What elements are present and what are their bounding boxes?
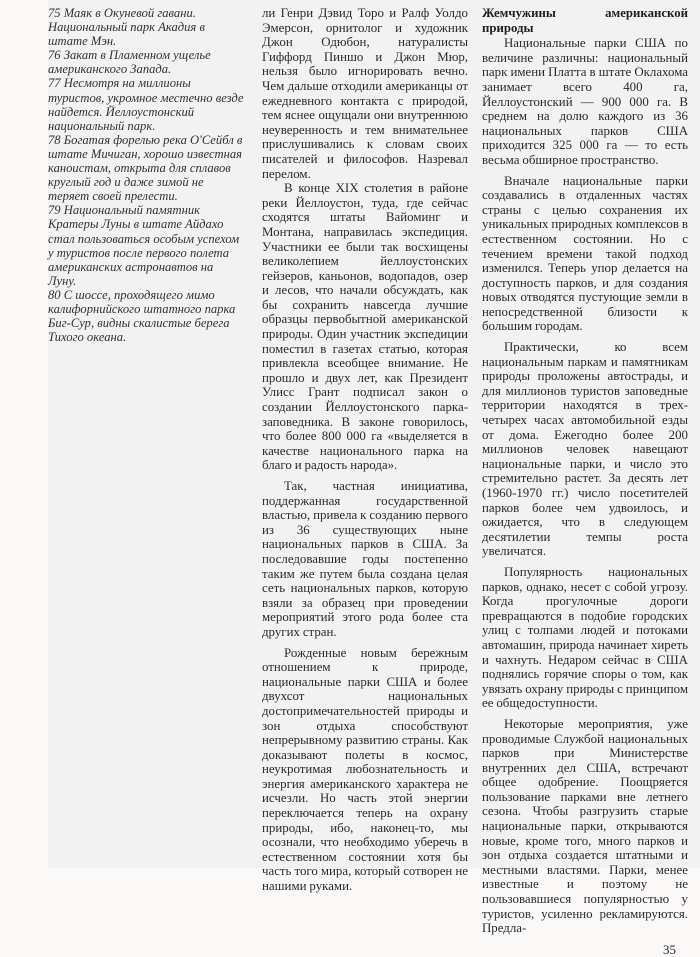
- section-heading: Жемчужины американской природы: [482, 6, 688, 35]
- caption-78: 78 Богатая форелью река О'Сейбл в штате Мичиган, хорошо известная каноистам, открыта для сплавов круглый год и даже зимой не теряет своей прелести.: [48, 132, 243, 204]
- caption-76: 76 Закат в Пламенном ущелье американского Запада.: [48, 48, 211, 77]
- paragraph: Национальные парки США по величине различны: национальный парк имени Платта в штате Оклахома занимает всего 400 га, Йеллоустонский — 900 000 га. В среднем на долю каждого из 36 национальных парков США приходится 325 000 га — то есть весьма обширное пространство.: [482, 36, 688, 167]
- page-number: 35: [663, 942, 676, 957]
- paragraph: Популярность национальных парков, однако, несет с собой угрозу. Когда прогулочные дороги превращаются в подобие городских улиц с толпами людей и потоками автомашин, природа начинает хиреть и чахнуть. Недаром сейчас в США поднялись горячие споры о том, как увязать охрану природы с принципом ее общедоступности.: [482, 564, 688, 711]
- caption-80: 80 С шоссе, проходящего мимо калифорнийского штатного парка Биг-Сур, видны скалистые берега Тихого океана.: [48, 287, 236, 345]
- middle-column: [262, 6, 468, 894]
- paragraph: Некоторые мероприятия, уже проводимые Службой национальных парков при Министерстве внутренних дел США, встречают общее одобрение. Поощряется пользование парками вне летнего сезона. Чтобы разгрузить старые национальные парки, открываются новые, кроме того, много парков и зон отдыха создается штатными и местными властями. Парки, менее известные и поэтому не пользовавшиеся популярностью у туристов, усиленно рекламируются. Предла-: [482, 716, 688, 936]
- paragraph: ли Генри Дэвид Торо и Ралф Уолдо Эмерсон, орнитолог и художник Джон Одюбон, натуралисты Гиффорд Пиншо и Джон Мюр, нельзя было игнорировать вечно. Чем дальше отходили американцы от ежедневного контакта с природой, тем яснее ощущали они внутреннюю неуверенность и тем внимательнее прислушивались к словам своих писателей и философов. Назревал перелом.: [262, 6, 468, 181]
- caption-75: 75 Маяк в Окуневой гавани. Национальный парк Акадия в штате Мэн.: [48, 6, 205, 49]
- paragraph: Рожденные новым бережным отношением к природе, национальные парки США и более двухсот национальных достопримечательностей природы и зон отдыха способствуют непрерывному развитию страны. Как доказывают полеты в космос, неукротимая любознательность и энергия американского характера не исчезли. Но часть этой энергии переключается теперь на охрану природы, ибо, наконец-то, мы осознали, что необходимо уберечь в естественном состоянии хотя бы часть того мира, который сотворен не нашими руками.: [262, 645, 468, 894]
- paragraph: В конце XIX столетия в районе реки Йеллоустон, туда, где сейчас сходятся штаты Вайоминг и Монтана, направилась экспедиция. Участники ее были так восхищены великолепием йеллоустонских гейзеров, каньонов, водопадов, озер и лесов, что начали обсуждать, как бы сохранить навсегда лучшие образцы первобытной американской природы. Один участник экспедиции поместил в газетах статью, которая привлекла всеобщее внимание. Не прошло и двух лет, как Президент Улисс Грант подписал закон о создании Йеллоустонского парка-заповедника. В законе говорилось, что более 800 000 га «выделяется в качестве национального парка на благо и радость народа».: [262, 181, 468, 473]
- paragraph: Практически, ко всем национальным паркам и памятникам природы проложены автострады, и для миллионов туристов заповедные территории находятся в трех-четырех часах автомобильной езды от дома. Ежегодно более 200 миллионов человек навещают национальные парки, и число это стремительно растет. За десять лет (1960-1970 гг.) число посетителей парков более чем удвоилось, и ожидается, что в следующем десятилетии темпы роста увеличатся.: [482, 340, 688, 559]
- right-column: [482, 6, 688, 936]
- paragraph: Вначале национальные парки создавались в отдаленных частях страны с целью сохранения их уникальных природных комплексов в естественном состоянии. Но с течением времени такой подход изменился. Теперь упор делается на доступность парков, и для создания новых отводятся пустующие земли в непосредственной близости к большим городам.: [482, 173, 688, 334]
- caption-79: 79 Национальный памятник Кратеры Луны в штате Айдахо стал пользоваться особым успехом у туристов после первого полета американских астронавтов на Луну.: [48, 203, 240, 288]
- paragraph: Так, частная инициатива, поддержанная государственной властью, привела к созданию первого из 36 существующих ныне национальных парков в США. За последовавшие годы постепенно таким же путем была создана целая сеть национальных парков, которую взяли за образец при проведении мероприятий этого рода более ста других стран.: [262, 479, 468, 639]
- photo-captions: [48, 6, 244, 344]
- caption-77: 77 Несмотря на миллионы туристов, укромное местечно везде найдется. Йеллоустонский национальный парк.: [48, 76, 244, 133]
